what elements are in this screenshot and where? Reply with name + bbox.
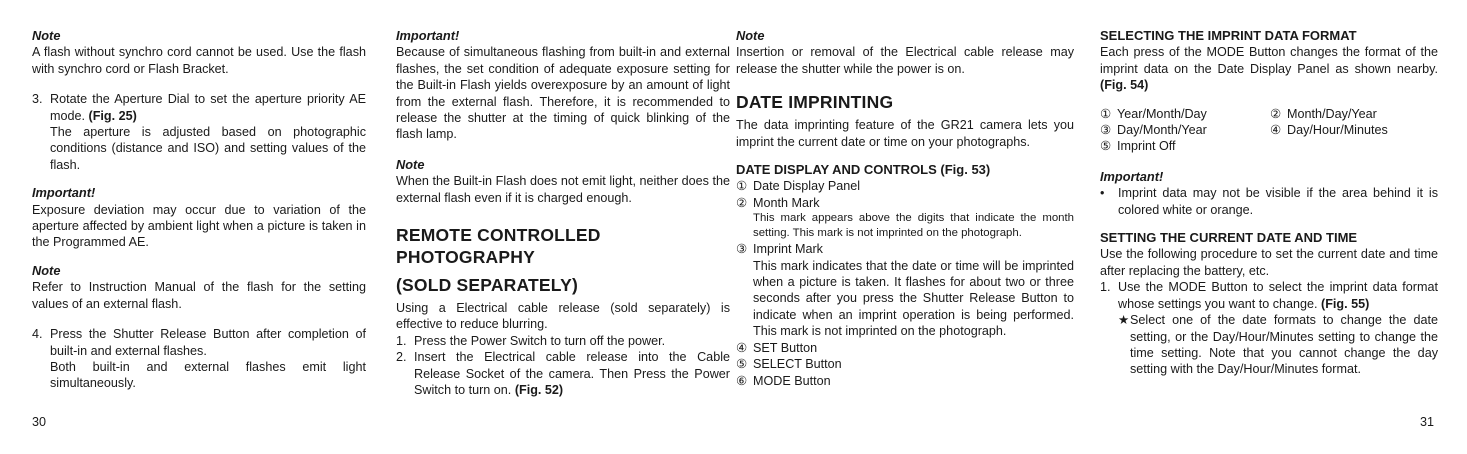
item-label: SET Button [753,340,818,355]
item-label: Imprint Mark [753,242,823,257]
step-detail: Both built-in and external flashes emit light simultaneously. [50,359,366,391]
control-item-6 [736,373,1074,389]
section-heading-line2: (SOLD SEPARATELY) [396,275,578,296]
section-intro: Using a Electrical cable release (sold separately) is effective to reduce blurring. [396,301,730,332]
format-list [1100,106,1438,155]
item-number: ① [1100,106,1112,121]
remote-step-1 [396,333,730,349]
item-number: ⑤ [1100,139,1112,154]
section-heading: DATE IMPRINTING [736,92,894,113]
page-number-right: 31 [1420,415,1435,429]
star-text: Select one of the date formats to change the date setting, or the Day/Hour/Minutes setting to change the time setting. Note that you cannot change the day setting with the Day/Hour/Minutes format. [1130,313,1438,377]
item-number: ⑤ [736,357,748,372]
figure-ref: (Fig. 52) [514,383,564,398]
important-heading: Important! [396,28,460,43]
note-text: A flash without synchro cord cannot be used. Use the flash with synchro cord or Flash Bracket. [32,45,366,76]
time-step-1 [1100,279,1438,312]
item-label: MODE Button [753,373,831,388]
format-item-1 [1100,106,1270,122]
step-number: 1. [396,333,407,348]
step-text: Insert the Electrical cable release into the Cable Release Socket of the camera. Then Press the Power Switch to turn on. [414,350,730,398]
star-icon: ★ [1118,313,1130,328]
figure-ref: (Fig. 54) [1100,78,1149,93]
item-number: ③ [736,242,748,257]
item-number: ④ [1270,123,1282,138]
item-label: SELECT Button [753,357,842,372]
format-item-5 [1100,138,1270,154]
step-number: 3. [32,92,43,107]
bullet-icon: • [1100,186,1105,201]
format-text: Each press of the MODE Button changes the format of the imprint data on the Date Display Panel as shown nearby. [1100,45,1438,76]
control-item-5 [736,356,1074,372]
step-number: 4. [32,327,43,342]
control-item-3 [736,241,1074,257]
item-label: Month Mark [753,195,820,210]
note-text: When the Built-in Flash does not emit light, neither does the external flash even if it is charged enough. [396,174,730,205]
step-number: 1. [1100,280,1111,295]
step-text: Rotate the Aperture Dial to set the aperture priority AE mode. [50,92,366,123]
item-number: ⑥ [736,373,748,388]
figure-ref: (Fig. 55) [1321,296,1370,311]
step-text: Press the Power Switch to turn off the power. [414,333,666,348]
left-page-column-1 [32,28,366,392]
item-label: Year/Month/Day [1117,106,1207,121]
page-number-left: 30 [32,415,47,429]
note-heading-2: Note [32,262,61,278]
important-heading: Important! [32,185,96,201]
item-number: ② [1270,106,1282,121]
format-heading: SELECTING THE IMPRINT DATA FORMAT [1100,28,1357,43]
right-page-column-1 [736,28,1074,389]
step-text: Use the MODE Button to select the imprint data format whose settings you want to change. [1118,280,1438,311]
format-item-3 [1100,122,1270,138]
important-bullet-item [1100,185,1438,218]
note-heading: Note [396,156,425,172]
item-label: Day/Hour/Minutes [1287,123,1388,138]
star-note [1100,312,1438,378]
step-detail: The aperture is adjusted based on photographic conditions (distance and ISO) and setting values of the flash. [50,125,366,172]
item-number: ③ [1100,123,1112,138]
controls-heading: DATE DISPLAY AND CONTROLS (Fig. 53) [736,162,991,178]
left-page-column-2 [396,28,730,399]
step-text: Press the Shutter Release Button after completion of built-in and external flashes. [50,327,366,358]
control-item-2 [736,195,1074,211]
item-number: ② [736,195,748,210]
item-label: Date Display Panel [753,179,861,194]
format-item-2 [1270,106,1438,122]
control-item-1 [736,178,1074,194]
step-4 [32,326,366,392]
item-label: Imprint Off [1117,139,1176,154]
note-heading: Note [736,28,765,43]
item-number: ① [736,179,748,194]
item-description: This mark indicates that the date or time will be imprinted when a picture is taken. It flashes for about two or three seconds after you press the Shutter Release Button to indicate when an imprint operation is being performed. This mark is not imprinted on the photograph. [753,258,1074,339]
note-text-2: Refer to Instruction Manual of the flash for the setting values of an external flash. [32,280,366,311]
time-heading: SETTING THE CURRENT DATE AND TIME [1100,230,1358,246]
item-number: ④ [736,340,748,355]
important-text: Imprint data may not be visible if the area behind it is colored white or orange. [1118,186,1438,217]
time-intro: Use the following procedure to set the current date and time after replacing the battery, etc. [1100,247,1438,278]
important-heading: Important! [1100,168,1164,184]
note-heading: Note [32,28,61,43]
note-text: Insertion or removal of the Electrical cable release may release the shutter while the power is on. [736,45,1074,76]
step-3 [32,91,366,173]
section-intro: The data imprinting feature of the GR21 camera lets you imprint the current date or time on your photographs. [736,118,1074,149]
important-text: Because of simultaneous flashing from built-in and external flashes, the set condition of adequate exposure setting for the Built-in Flash yields overexposure by an amount of light from the external flash. Therefore, it is recommended to release the shutter at the timing of quick blinking of the flash lamp. [396,45,730,142]
item-label: Day/Month/Year [1117,123,1207,138]
step-number: 2. [396,350,407,365]
control-item-4 [736,340,1074,356]
right-page-column-2 [1100,28,1438,378]
important-text: Exposure deviation may occur due to variation of the aperture affected by ambient light when a picture is taken in the Programmed AE. [32,202,366,250]
section-heading-line1: REMOTE CONTROLLED PHOTOGRAPHY [396,225,601,268]
item-label: Month/Day/Year [1287,106,1377,121]
remote-step-2 [396,349,730,398]
figure-ref: (Fig. 25) [88,108,137,123]
format-item-4 [1270,122,1438,138]
item-description: This mark appears above the digits that indicate the month setting. This mark is not imprinted on the photograph. [753,212,1074,240]
